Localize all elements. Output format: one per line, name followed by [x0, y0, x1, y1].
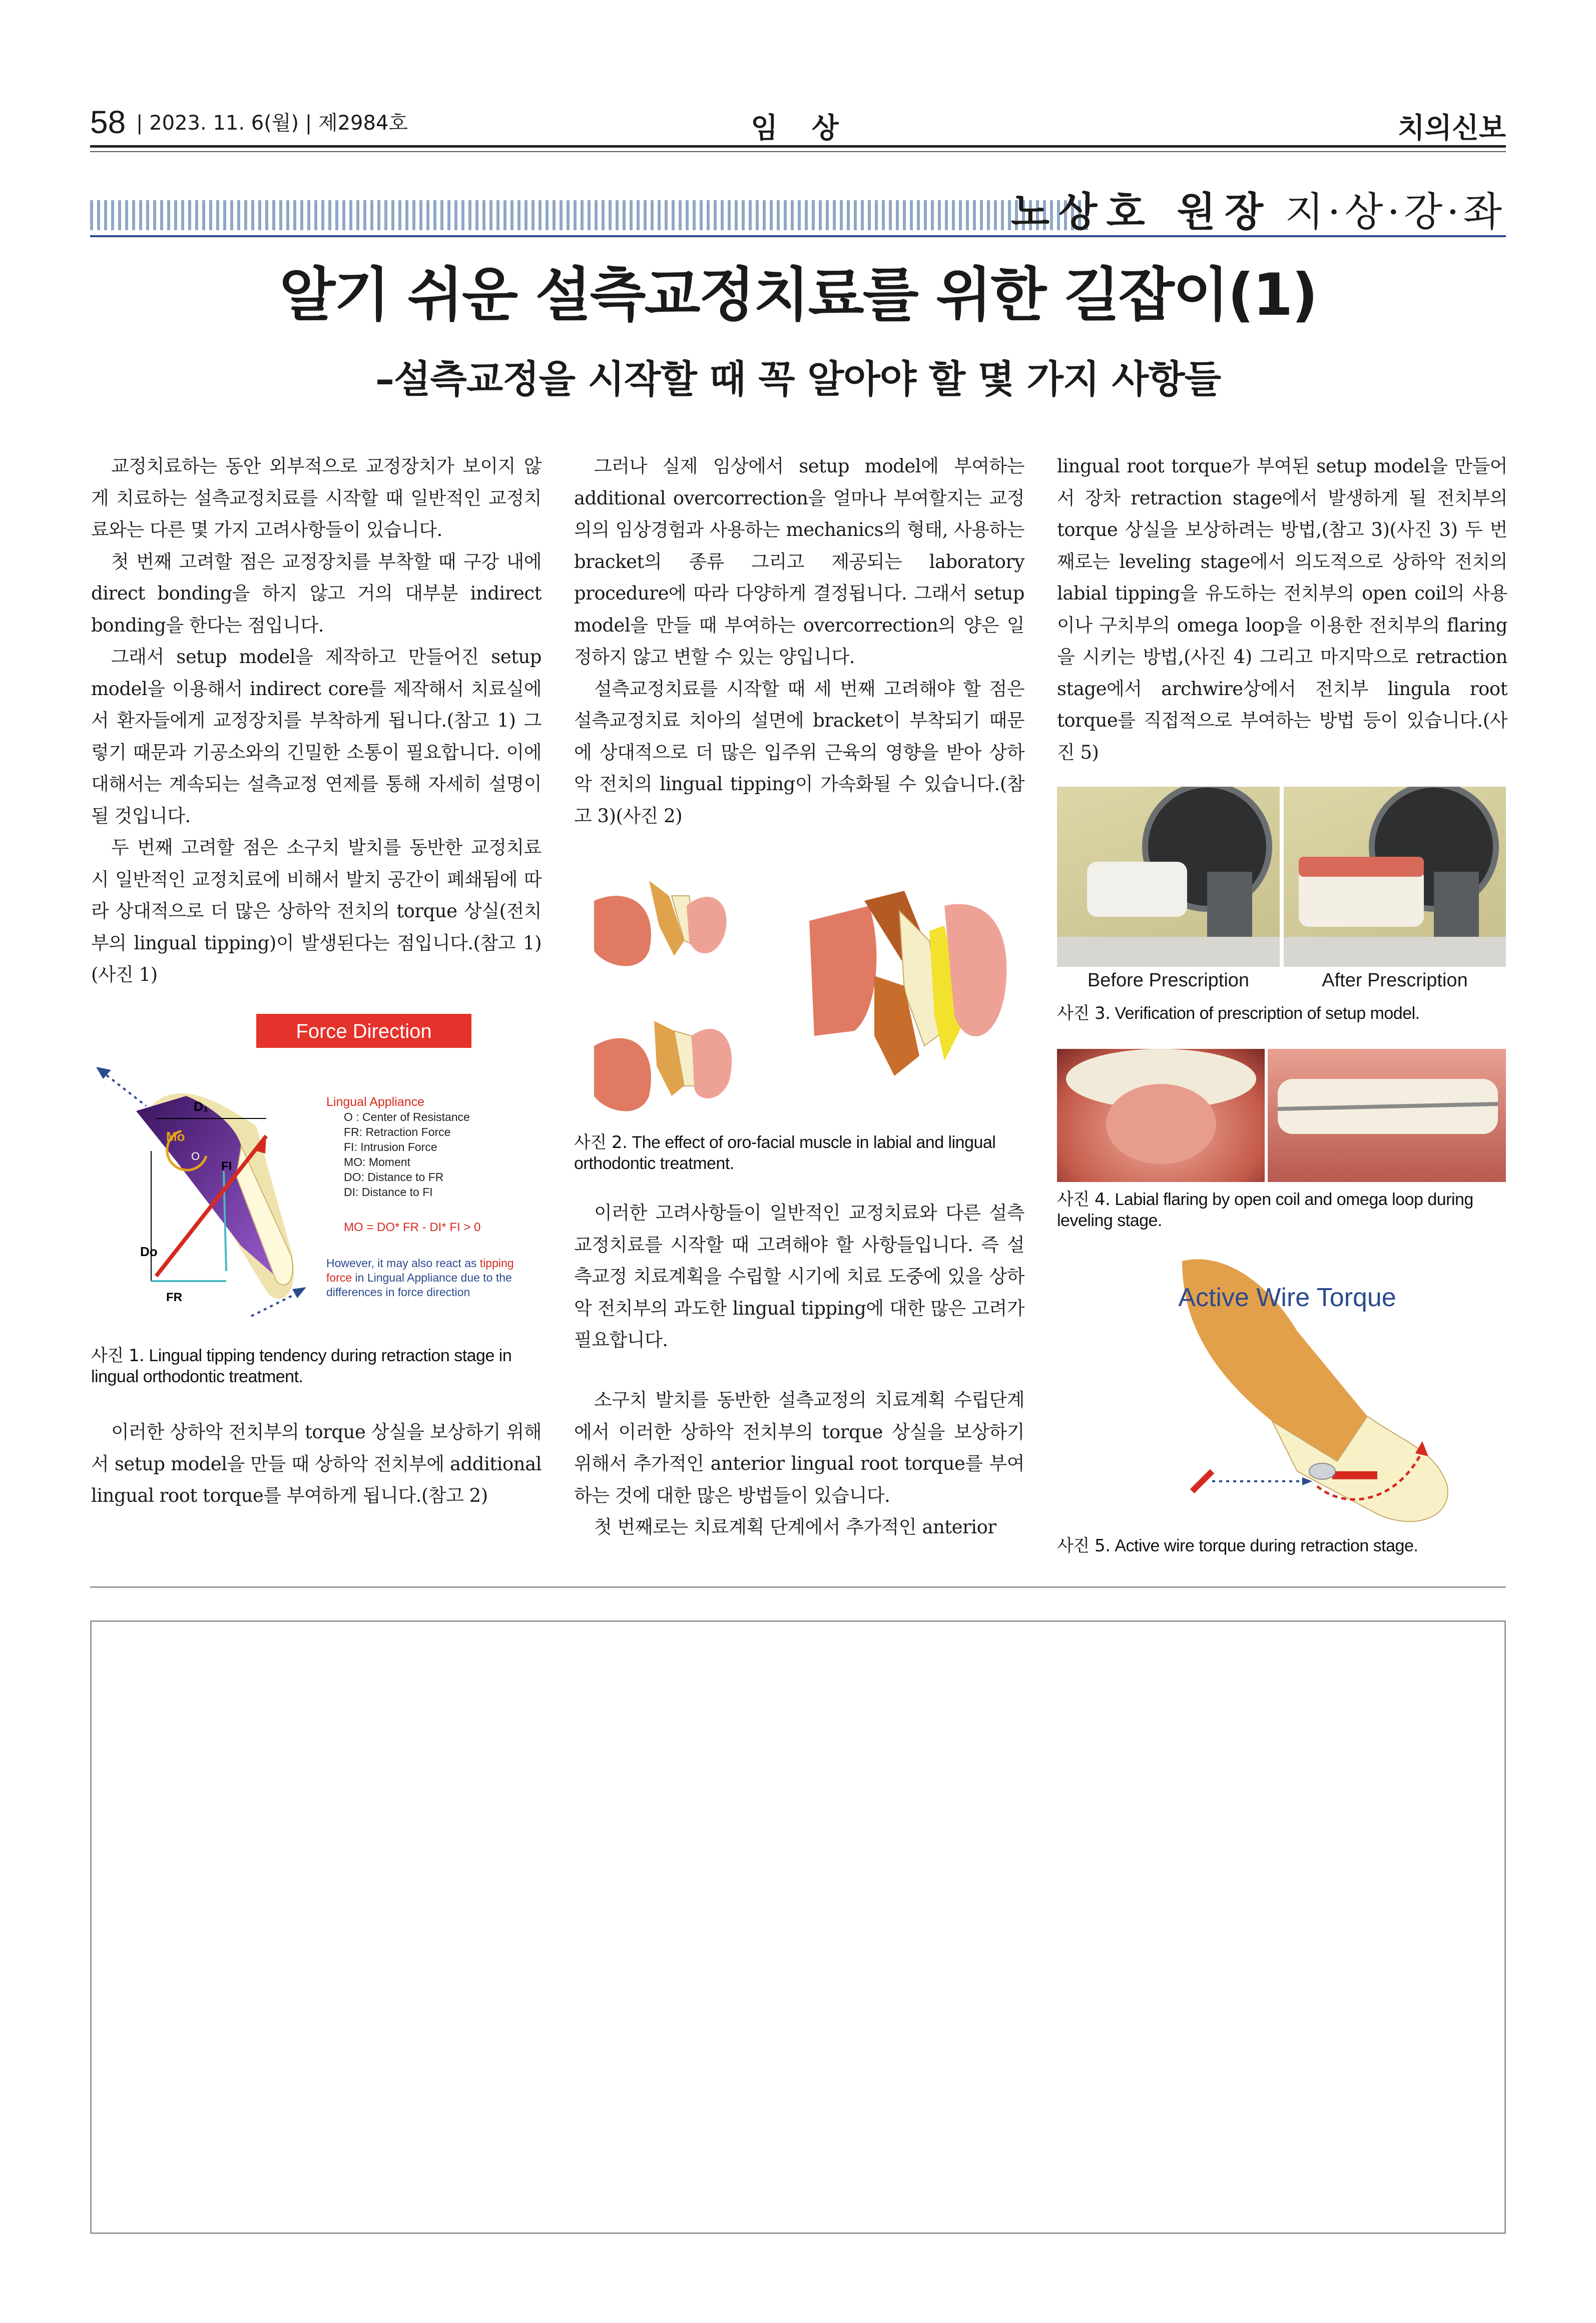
paragraph: 설측교정치료를 시작할 때 세 번째 고려해야 할 점은 설측교정치료 치아의 설면에 bracket이 부착되기 때문에 상대적으로 더 많은 입주위 근육의 영향을 받아 상하악 전치의 lingual tipping이 가속화될 수 있습니다.(참고 3)(사진 2)	[574, 678, 1024, 827]
figure-2	[574, 866, 1024, 1126]
bracket	[1309, 1463, 1335, 1479]
setup-model-photo	[1057, 787, 1280, 967]
legend-line: DI: Distance to FI	[344, 1186, 433, 1199]
banner-text: Force Direction	[296, 1020, 432, 1042]
paragraph: 그러나 실제 임상에서 setup model에 부여하는 additional overcorrection을 얼마나 부여할지는 교정의의 임상경험과 사용하는 mechanics의 형태, 사용하는 bracket의 종류 그리고 제공되는 laboratory procedure에 따라 다양하게 결정됩니다. 그래서 setup model을 만들 때 부여하는 overcorrection의 양은 일정하지 않고 변할 수 있는 양입니다.	[574, 455, 1024, 668]
label-d1: D₁	[194, 1099, 209, 1114]
legend-title: Lingual Appliance	[326, 1095, 424, 1109]
note-highlight: tipping force	[326, 1257, 514, 1284]
active-wire-torque-diagram	[1057, 1251, 1506, 1531]
caption-text: Labial flaring by open coil and omega loop during leveling stage.	[1057, 1190, 1473, 1230]
intraoral-photo	[1268, 1049, 1506, 1182]
wire-end	[1192, 1471, 1212, 1491]
series-name: 지·상·강·좌	[1285, 189, 1506, 235]
figure-5-caption	[1057, 1535, 1506, 1556]
author-name: 노상호 원장	[1010, 189, 1273, 235]
dotted-arrowhead-bottom	[292, 1287, 306, 1298]
figure-4-caption	[1057, 1189, 1506, 1231]
section-title: 임 상	[751, 112, 851, 145]
label-o: O	[191, 1150, 200, 1163]
label-fi: FI	[221, 1159, 232, 1173]
header-rule	[90, 145, 1506, 148]
label-mo: Mo	[166, 1129, 185, 1144]
caption-text: Active wire torque during retraction stage.	[1110, 1536, 1418, 1555]
caption-text: Verification of prescription of setup model.	[1110, 1004, 1420, 1023]
label-d0: Dо	[140, 1244, 158, 1259]
wire-segment	[1332, 1471, 1377, 1479]
figure-5	[1057, 1251, 1506, 1531]
figure-1	[91, 1011, 542, 1331]
caption-text: The effect of oro-facial muscle in labial and lingual orthodontic treatment.	[574, 1133, 996, 1173]
caption-label: 사진 4.	[1057, 1190, 1111, 1210]
issue-date: | 2023. 11. 6(월) | 제2984호	[136, 112, 408, 135]
tongue-shape	[687, 897, 727, 953]
body-column-2	[574, 450, 1024, 832]
label-fr: FR	[166, 1291, 182, 1304]
paragraph: 이러한 고려사항들이 일반적인 교정치료와 다른 설측교정치료를 시작할 때 고려해야 할 사항들입니다. 즉 설측교정 치료계획을 수립할 시기에 치료 도중에 있을 상하악 전치부의 과도한 lingual tipping에 대한 많은 고려가 필요합니다.	[574, 1202, 1024, 1351]
diagram-note	[326, 1256, 537, 1300]
diagram-title: Active Wire Torque	[1178, 1283, 1396, 1312]
lip-shape	[809, 906, 876, 1036]
advertisement-box	[90, 1620, 1506, 2234]
body-column-2-end	[574, 1384, 1024, 1543]
article-subtitle: –설측교정을 시작할 때 꼭 알아야 할 몇 가지 사항들	[375, 357, 1221, 401]
decorative-stripes	[90, 200, 1091, 230]
note-text-end: in Lingual Appliance due to the differences in force direction	[326, 1271, 512, 1299]
body-column-2-continued	[574, 1197, 1024, 1356]
column-label	[1011, 189, 1506, 235]
before-label: Before Prescription	[1087, 970, 1250, 991]
figure-3-after-photo	[1284, 787, 1506, 967]
body-column-1-continued	[91, 1416, 542, 1512]
article-title: 알기 쉬운 설측교정치료를 위한 길잡이(1)	[279, 261, 1317, 329]
paragraph: lingual root torque가 부여된 setup model을 만들어서 장차 retraction stage에서 발생하게 될 전치부의 torque 상실을 보상하려는 방법,(참고 3)(사진 3) 두 번째로는 leveling stage에서 의도적으로 상하악 전치의 labial tipping을 유도하는 전치부의 open coil의 사용이나 구치부의 omega loop을 이용한 전치부의 flaring을 시키는 방법,(사진 4) 그리고 마지막으로 retraction stage에서 archwire상에서 전치부 lingula root torque를 직접적으로 부여하는 방법 등이 있습니다.(사진 5)	[1057, 455, 1507, 763]
note-text: However, it may also react as	[326, 1257, 480, 1270]
legend-line: DO: Distance to FR	[344, 1171, 444, 1184]
legend-line: MO: Moment	[344, 1155, 410, 1169]
figure-2-caption	[574, 1132, 1024, 1174]
caption-label: 사진 1.	[91, 1346, 145, 1366]
caption-label: 사진 3.	[1057, 1003, 1111, 1023]
figure-3-before-photo	[1057, 787, 1280, 967]
figure-4-photo-left	[1057, 1049, 1265, 1182]
figure-3-caption	[1057, 1003, 1506, 1024]
body-column-1	[91, 450, 542, 991]
paragraph: 교정치료하는 동안 외부적으로 교정장치가 보이지 않게 치료하는 설측교정치료를 시작할 때 일반적인 교정치료와는 다른 몇 가지 고려사항들이 있습니다.	[91, 455, 542, 540]
figure-4-photo-right	[1268, 1049, 1506, 1182]
paragraph: 첫 번째 고려할 점은 교정장치를 부착할 때 구강 내에 direct bonding을 하지 않고 거의 대부분 indirect bonding을 한다는 점입니다.	[91, 550, 542, 636]
page-number: 58	[90, 104, 126, 140]
legend-line: FI: Intrusion Force	[344, 1140, 437, 1153]
article-end-rule	[90, 1586, 1506, 1588]
dotted-arrow-top	[101, 1071, 146, 1106]
paragraph: 두 번째 고려할 점은 소구치 발치를 동반한 교정치료 시 일반적인 교정치료에 비해서 발치 공간이 폐쇄됨에 따라 상대적으로 더 많은 상하악 전치의 torque 상실(전치부의 lingual tipping)이 발생된다는 점입니다.(참고 1)(사진 1)	[91, 837, 542, 985]
paragraph: 첫 번째로는 치료계획 단계에서 추가적인 anterior	[594, 1516, 996, 1538]
legend-line: O : Center of Resistance	[344, 1110, 470, 1123]
caption-text: Lingual tipping tendency during retraction stage in lingual orthodontic treatment.	[91, 1346, 512, 1386]
header-rule-thin	[90, 151, 1506, 152]
paragraph: 그래서 setup model을 제작하고 만들어진 setup model을 이용해서 indirect core를 제작해서 치료실에서 환자들에게 교정장치를 부착하게 됩니다.(참고 1) 그렇기 때문과 기공소와의 긴밀한 소통이 필요합니다. 이에 대해서는 계속되는 설측교정 연제를 통해 자세히 설명이 될 것입니다.	[91, 646, 542, 827]
intraoral-photo	[1057, 1049, 1265, 1182]
lip-shape	[594, 1038, 651, 1111]
caption-label: 사진 2.	[574, 1132, 628, 1152]
lip-shape	[594, 896, 651, 966]
after-label: After Prescription	[1322, 970, 1468, 991]
legend-lines	[344, 1110, 470, 1199]
legend-line: FR: Retraction Force	[344, 1125, 451, 1138]
formula: MO = DO* FR - DI* FI > 0	[344, 1221, 481, 1234]
paper-name: 치의신보	[1397, 112, 1506, 145]
body-column-3	[1057, 450, 1507, 768]
muscle-effect-diagram	[574, 866, 1024, 1126]
paragraph: 소구치 발치를 동반한 설측교정의 치료계획 수립단계에서 이러한 상하악 전치부의 torque 상실을 보상하기 위해서 추가적인 anterior lingual root torque를 부여하는 것에 대한 많은 방법들이 있습니다.	[574, 1389, 1024, 1506]
tongue-shape	[692, 1029, 732, 1098]
paragraph: 이러한 상하악 전치부의 torque 상실을 보상하기 위해서 setup model을 만들 때 상하악 전치부에 additional lingual root torque를 부여하게 됩니다.(참고 2)	[91, 1421, 542, 1506]
caption-label: 사진 5.	[1057, 1536, 1111, 1556]
setup-model-photo	[1284, 787, 1506, 967]
column-rule	[90, 235, 1506, 237]
figure-1-caption	[91, 1345, 542, 1387]
